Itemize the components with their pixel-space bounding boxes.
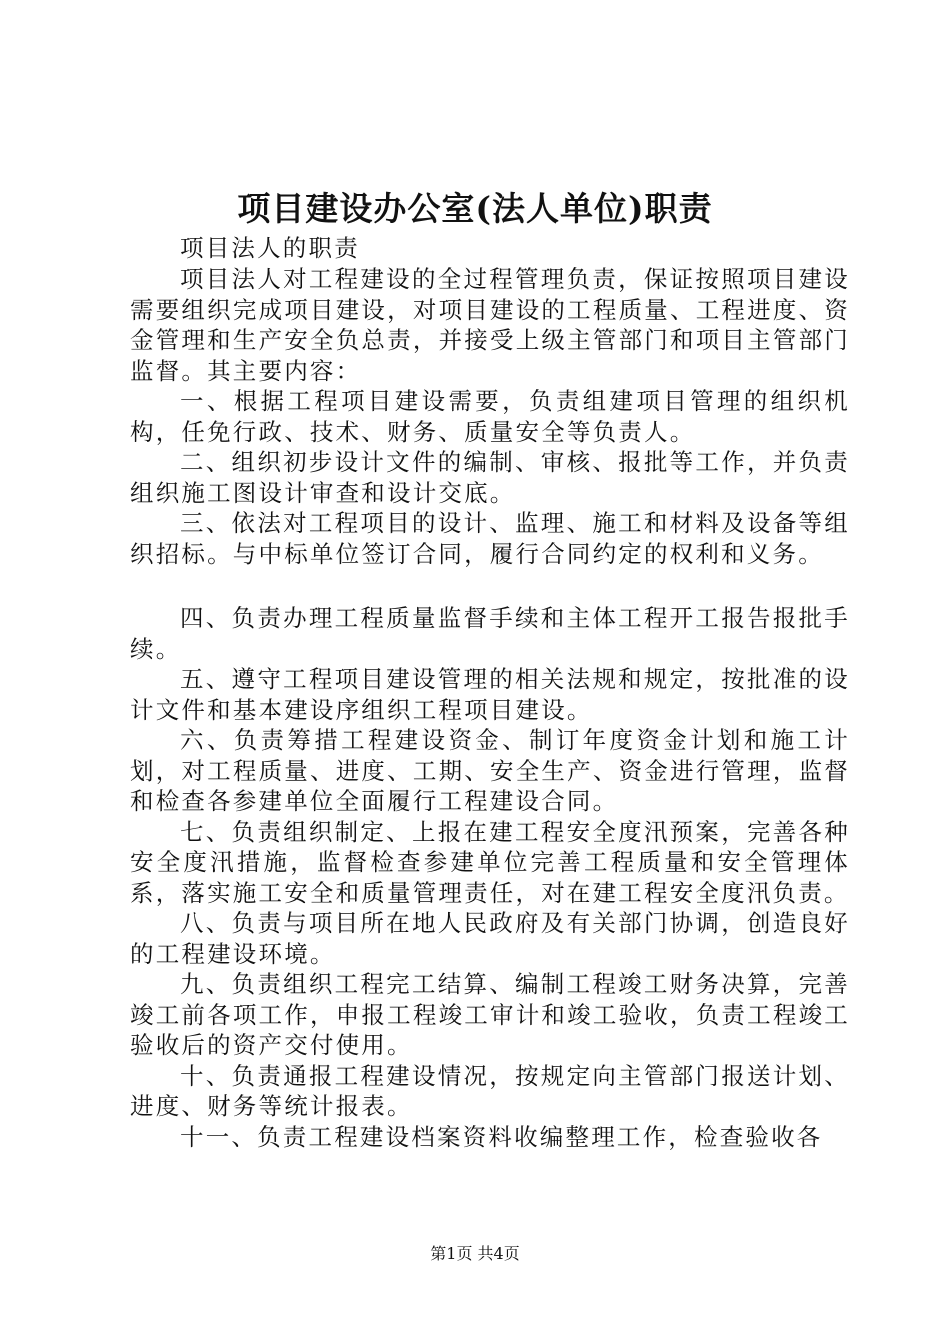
duty-item-4: 四、负责办理工程质量监督手续和主体工程开工报告报批手续。 [130,604,850,663]
document-body [130,232,850,1152]
page-footer: 第1页 共4页 [430,1244,520,1263]
duty-item-2: 二、组织初步设计文件的编制、审核、报批等工作，并负责组织施工图设计审查和设计交底。 [130,448,850,507]
duty-item-9: 九、负责组织工程完工结算、编制工程竣工财务决算，完善竣工前各项工作，申报工程竣工审计和竣工验收，负责工程竣工验收后的资产交付使用。 [130,970,850,1059]
duty-item-7: 七、负责组织制定、上报在建工程安全度汛预案，完善各种安全度汛措施，监督检查参建单位完善工程质量和安全管理体系，落实施工安全和质量管理责任，对在建工程安全度汛负责。 [130,817,850,907]
intro-paragraph: 项目法人对工程建设的全过程管理负责，保证按照项目建设需要组织完成项目建设，对项目建设的工程质量、工程进度、资金管理和生产安全负总责，并接受上级主管部门和项目主管部门监督。其主要内容： [130,265,850,385]
document-title: 项目建设办公室(法人单位)职责 [237,189,713,228]
section-heading: 项目法人的职责 [180,234,360,262]
duty-item-10: 十、负责通报工程建设情况，按规定向主管部门报送计划、进度、财务等统计报表。 [130,1061,850,1120]
duty-item-11: 十一、负责工程建设档案资料收编整理工作，检查验收各 [180,1122,823,1151]
duty-item-6: 六、负责筹措工程建设资金、制订年度资金计划和施工计划，对工程质量、进度、工期、安全生产、资金进行管理，监督和检查各参建单位全面履行工程建设合同。 [130,726,850,815]
duty-item-3: 三、依法对工程项目的设计、监理、施工和材料及设备等组织招标。与中标单位签订合同，履行合同约定的权利和义务。 [130,509,850,568]
duty-item-1: 一、根据工程项目建设需要，负责组建项目管理的组织机构，任免行政、技术、财务、质量安全等负责人。 [130,387,850,446]
duty-item-8: 八、负责与项目所在地人民政府及有关部门协调，创造良好的工程建设环境。 [130,909,850,968]
duty-item-5: 五、遵守工程项目建设管理的相关法规和规定，按批准的设计文件和基本建设序组织工程项目建设。 [130,665,850,724]
